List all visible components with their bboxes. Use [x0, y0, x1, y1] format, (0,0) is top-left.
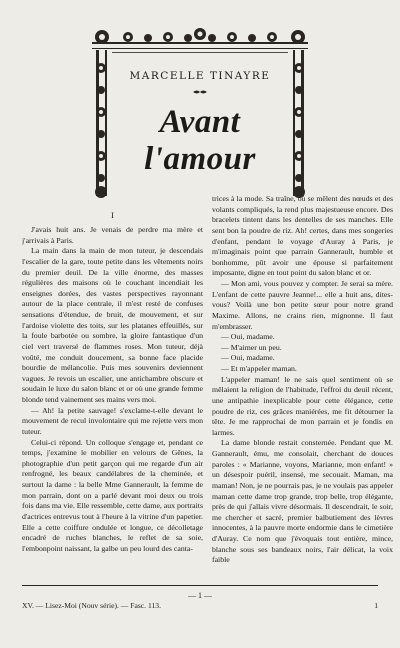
- paragraph: Celui-ci répond. Un colloque s'engage et, pendant ce temps, j'examine le mobilier en velours de Gênes, la photographie d'un petit garçon qui me regarde d'un air renfrogné, les beaux candélabres de la cheminée, et surtout la dame : la belle Mme Gannerault, la femme de mon parrain, dont on a parlé devant moi deux ou trois fois dans ma vie. Elle ressemble, cette dame, aux portraits d'actrices entrevus tout à l'heure à la vitrine d'un papetier. Elle a cette coiffure ondulée et longue, ce décolletage encadré de ruches blanches, le reflet de sa soie, l'embonpoint naissant, la galbe un peu lourd des canta-: [22, 437, 203, 553]
- paragraph: trices à la mode. Sa traîne, où se mêlent des nœuds et des volants compliqués, la rend plus majestueuse encore. Des bracelets tintent dans les dentelles de ses manches. Elle sent bon la poudre de riz. Ah! certes, dans mes songeries d'enfant, pendant le voyage d'Auray à Paris, je m'imaginais point que parrain Gannerault, humble et bonhomme, pût avoir une épouse si parfaitement imposante, digne en tout point du salon blanc et or.: [212, 194, 393, 278]
- text-column-right: [212, 194, 393, 576]
- paragraph: J'avais huit ans. Je venais de perdre ma mère et j'arrivais à Paris.: [22, 225, 203, 245]
- paragraph: La main dans la main de mon tuteur, je descendais l'escalier de la gare, toute petite dans les vêtements noirs du premier deuil. De la ville énorme, des masses régulières des maisons où le couchant incendiait les enseignes dorées, des vastes perspectives rayonnant autour de la place centrale, il m'est resté de confuses sensations d'étendue, de bruit, de mouvement, et sur l'ardoise violette des toits, sur les platanes effeuillés, sur la foule barbotée ou sombre, la gloire fantastique d'un ciel vert traversé de flammes roses. Mon tuteur, déjà voûté, me conduit doucement, sa bonne face placide bourdie de mélancolie. Puis mes souvenirs deviennent vagues. Je revois un escalier, une antichambre obscure et soudain le luxe du salon blanc et or où une grande femme blonde tend vainement ses mains vers moi.: [22, 246, 203, 404]
- paragraph: — Ah! la petite sauvage! s'exclame-t-elle devant le mouvement de recul involontaire qui me rejette vers mon tuteur.: [22, 405, 203, 436]
- page-mark: 1: [374, 601, 378, 610]
- author-name: MARCELLE TINAYRE: [129, 70, 271, 82]
- paragraph: La dame blonde restait consternée. Pendant que M. Gannerault, ému, me consolait, cherchant de douces paroles : « Marianne, voyons, Marianne, mon enfant! » un désespoir puéril, insensé, me secouait. Maman, ma maman! Non, je ne pourrais pas, je ne voulais pas appeler maman cette dame trop grande, trop belle, trop élégante, près de qui j'allais vivre désormais. Il descendrait, le soir, me chercher et sacré, premier balbutiement des lèvres innocentes, à la pauvre morte endormie dans le cimetière d'Auray. Ce nom que j'évoquais tout entière, mince, blanche sous ses bandeaux noirs, l'air délicat, la voix faible: [212, 438, 393, 565]
- article-title: Avant l'amour: [144, 104, 256, 177]
- paragraph: — M'aimer un peu.: [221, 342, 282, 352]
- issue-line: XV. — Lisez-Moi (Nouv série). — Fasc. 113.: [22, 601, 161, 610]
- footer-divider: [22, 585, 378, 586]
- paragraph: — Mon ami, vous pouvez y compter. Je serai sa mère. L'enfant de cette pauvre Jeanne!... elle a huit ans, dites-vous? Voilà une bon petite sœur pour notre grand Maxime. Allons, ne crains rien, mignonne. Il faut m'embrasser.: [212, 279, 393, 331]
- paragraph: — Et m'appeler maman.: [221, 364, 297, 373]
- text-column-left: [22, 210, 203, 570]
- paragraph: L'appeler maman! le ne sais quel sentiment où se mêlaient la religion de l'habitude, l'effroi du deuil récent, une antipathie inexplicable pour cette élégance, cette poudre de riz, ces grâces maniérées, me fit détourner la tête. Je me rapprochai de mon parrain et je fondis en larmes.: [212, 374, 393, 437]
- page-number: — 1 —: [188, 591, 212, 600]
- paragraph: — Oui, madame.: [221, 353, 275, 363]
- section-numeral: I: [111, 210, 114, 220]
- paragraph: — Oui, madame.: [221, 332, 275, 342]
- leaf-ornament-icon: [193, 89, 207, 95]
